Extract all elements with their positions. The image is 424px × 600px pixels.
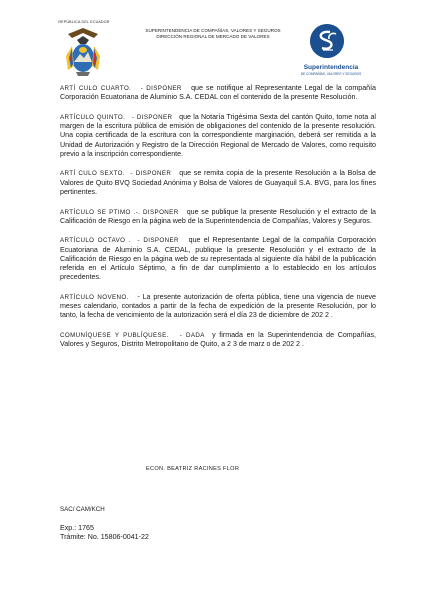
article-action: - DISPONER <box>132 113 173 121</box>
article-label: ARTÍ CULO SEXTO. <box>60 170 126 178</box>
article-action: - DISPONER <box>140 85 182 92</box>
article-label: ARTÍ CULO CUARTO. <box>60 85 132 92</box>
article-4 <box>60 84 376 102</box>
article-7 <box>60 208 376 226</box>
article-label: ARTÍCULO OCTAVO . <box>60 237 131 245</box>
article-action: DISPONER <box>143 208 179 216</box>
article-action: - DISPONER <box>130 170 172 178</box>
article-text: que se notifique al Representante Legal de la compañía Corporación Ecuatoriana de Aluminio S.A. CEDAL con el contenido de la presente Resolución. <box>60 84 376 102</box>
resolution-body <box>60 84 376 360</box>
article-label: ARTÍCULO QUINTO. <box>60 113 126 121</box>
agency-division: DIRECCIÓN REGIONAL DE MERCADO DE VALORES <box>156 34 270 40</box>
superintendencia-logo-icon <box>310 24 344 58</box>
closing-text: y firmada en la Superintendencia de Compañías, Valores y Seguros, Distrito Metropolitano de Quito, a 2 3 de marz o de 202 2 . <box>60 331 376 349</box>
article-label: ARTÍCULO SE PTIMO .-. <box>60 208 141 216</box>
article-text: - La presente autorización de oferta pública, tiene una vigencia de nueve meses calendario, contados a partir de la fecha de expedición de la presente Resolución, por lo tanto, la fecha de vencimiento de la autorización será el día 23 de diciembre de 202 2 . <box>60 292 377 320</box>
article-text: que la Notaría Trigésima Sexta del cantón Quito, tome nota al margen de la escritura pública de emisión de obligaciones del contenido de la presente resolución. Una copia certificada de la escritura con la correspondiente marginación, deberá ser remitida a la Unidad de Autorización y Registro de la Dirección Regional de Mercado de Valores, como requisito previo a la inscripción correspondiente. <box>60 112 376 158</box>
agency-name: SUPERINTENDENCIA DE COMPAÑÍAS, VALORES Y SEGUROS <box>145 28 281 33</box>
document-header <box>0 18 424 80</box>
expediente-number: Exp.: 1765 <box>60 524 94 532</box>
signatory-name: ECON. BEATRIZ RACINES FLOR <box>146 466 240 472</box>
article-label: ARTÍCULO NOVENO. <box>60 293 129 301</box>
article-5 <box>60 113 376 159</box>
seal-caption: REPÚBLICA DEL ECUADOR <box>58 20 110 24</box>
logo-wordmark: Superintendencia <box>303 64 359 71</box>
agency-header <box>128 28 298 41</box>
article-text: que el Representante Legal de la compañía Corporación Ecuatoriana de Aluminio S.A. CEDAL, publique la presente Resolución y el extracto de la Calificación de Riesgo en la página web de su representada al siguiente día hábil de la publicación referida en el Artículo Séptimo, a fin de dar cumplimiento a lo establecido en los artículos precedentes. <box>60 236 376 282</box>
article-action: - DISPONER <box>137 237 179 245</box>
logo-subtitle: DE COMPAÑÍAS, VALORES Y SEGUROS <box>300 72 362 76</box>
closing-action: - DADA <box>179 332 205 340</box>
closing-label: COMUNÍQUESE Y PUBLÍQUESE. <box>60 332 169 340</box>
closing-paragraph <box>60 331 376 349</box>
article-text: que se remita copia de la presente Resolución a la Bolsa de Valores de Quito BVQ Sociedad Anónima y Bolsa de Valores de Guayaquil S.A. BVG, para los fines pertinentes. <box>60 169 377 196</box>
tramite-number: Trámite: No. 15806-0041-22 <box>60 533 149 542</box>
article-6 <box>60 169 376 197</box>
article-text: que se publique la presente Resolución y el extracto de la Calificación de Riesgo en la página web de la Superintendencia de Compañías, Valores y Seguros. <box>60 207 376 225</box>
article-8 <box>60 236 376 282</box>
initials-reference: SAC/ CAM/KCH <box>60 506 105 513</box>
coat-of-arms-icon <box>58 26 108 82</box>
article-9 <box>60 293 376 321</box>
file-references <box>60 524 149 542</box>
